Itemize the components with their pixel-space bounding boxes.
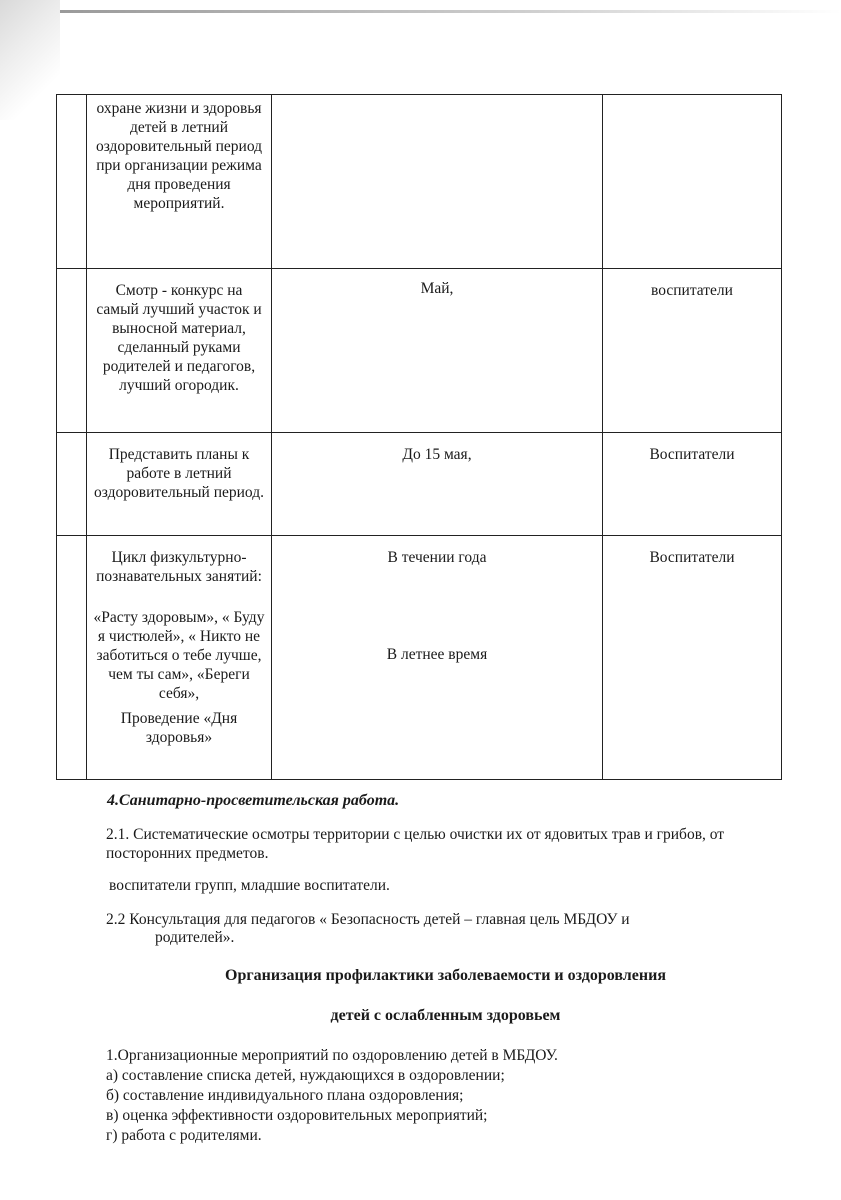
activity-cell <box>87 269 272 433</box>
list-item: 1.Организационные мероприятий по оздоровлению детей в МБДОУ. <box>106 1047 558 1064</box>
activity-cell <box>87 95 272 269</box>
table-row <box>57 433 782 536</box>
prevention-heading: Организация профилактики заболеваемости и оздоровления <box>225 967 666 984</box>
responsible-text: Воспитатели <box>649 549 735 566</box>
paragraph-2-2-cont: родителей». <box>155 929 235 946</box>
paragraph-2-1: 2.1. Систематические осмотры территории с целью очистки их от ядовитых трав и грибов, от посторонних предметов. <box>106 826 725 862</box>
plan-table <box>56 94 782 780</box>
number-cell <box>57 433 87 536</box>
number-cell <box>57 95 87 269</box>
date-text: В течении года <box>387 549 487 566</box>
table-row <box>57 95 782 269</box>
number-cell <box>57 536 87 780</box>
table-row <box>57 536 782 780</box>
date-cell <box>272 433 603 536</box>
activity-cell <box>87 433 272 536</box>
date-cell <box>272 95 603 269</box>
date-cell <box>272 269 603 433</box>
scan-shadow <box>0 0 60 120</box>
activity-text: Представить планы к работе в летний оздоровительный период. <box>94 446 264 501</box>
responsible-cell <box>603 536 782 780</box>
list-item: б) составление индивидуального плана оздоровления; <box>106 1087 464 1104</box>
responsible-cell <box>603 95 782 269</box>
activity-health-day: Проведение «Дня здоровья» <box>120 710 238 746</box>
number-cell <box>57 269 87 433</box>
activity-cell <box>87 536 272 780</box>
list-item: г) работа с родителями. <box>106 1127 262 1144</box>
date-cell <box>272 536 603 780</box>
responsible-cell <box>603 269 782 433</box>
list-item: а) составление списка детей, нуждающихся в оздоровлении; <box>106 1067 505 1084</box>
section-heading: 4.Санитарно-просветительская работа. <box>107 792 400 809</box>
table-row <box>57 269 782 433</box>
date-text: В летнее время <box>386 646 488 663</box>
date-text: Май, <box>420 280 454 297</box>
responsible-text: воспитатели <box>651 282 733 299</box>
list-item: в) оценка эффективности оздоровительных мероприятий; <box>106 1107 488 1124</box>
activity-title: Цикл физкультурно-познавательных занятий: <box>96 549 262 585</box>
responsible-text: Воспитатели <box>649 446 735 463</box>
activity-text: охране жизни и здоровья детей в летний оздоровительный период при организации режима дня проведения мероприятий. <box>95 100 263 212</box>
responsible-line: воспитатели групп, младшие воспитатели. <box>109 877 390 894</box>
activity-topics: «Расту здоровым», « Буду я чистюлей», « Никто не заботиться о тебе лучше, чем ты сам», «Береги себя», <box>93 609 265 702</box>
prevention-list <box>106 1046 558 1146</box>
scan-edge-line <box>60 10 841 13</box>
prevention-subheading: детей с ослабленным здоровьем <box>330 1007 561 1024</box>
paragraph-2-2: 2.2 Консультация для педагогов « Безопасность детей – главная цель МБДОУ и <box>106 911 630 928</box>
date-text: До 15 мая, <box>402 446 472 463</box>
activity-text: Смотр - конкурс на самый лучший участок и выносной материал, сделанный руками родителей и педагогов, лучший огородик. <box>96 282 262 394</box>
responsible-cell <box>603 433 782 536</box>
